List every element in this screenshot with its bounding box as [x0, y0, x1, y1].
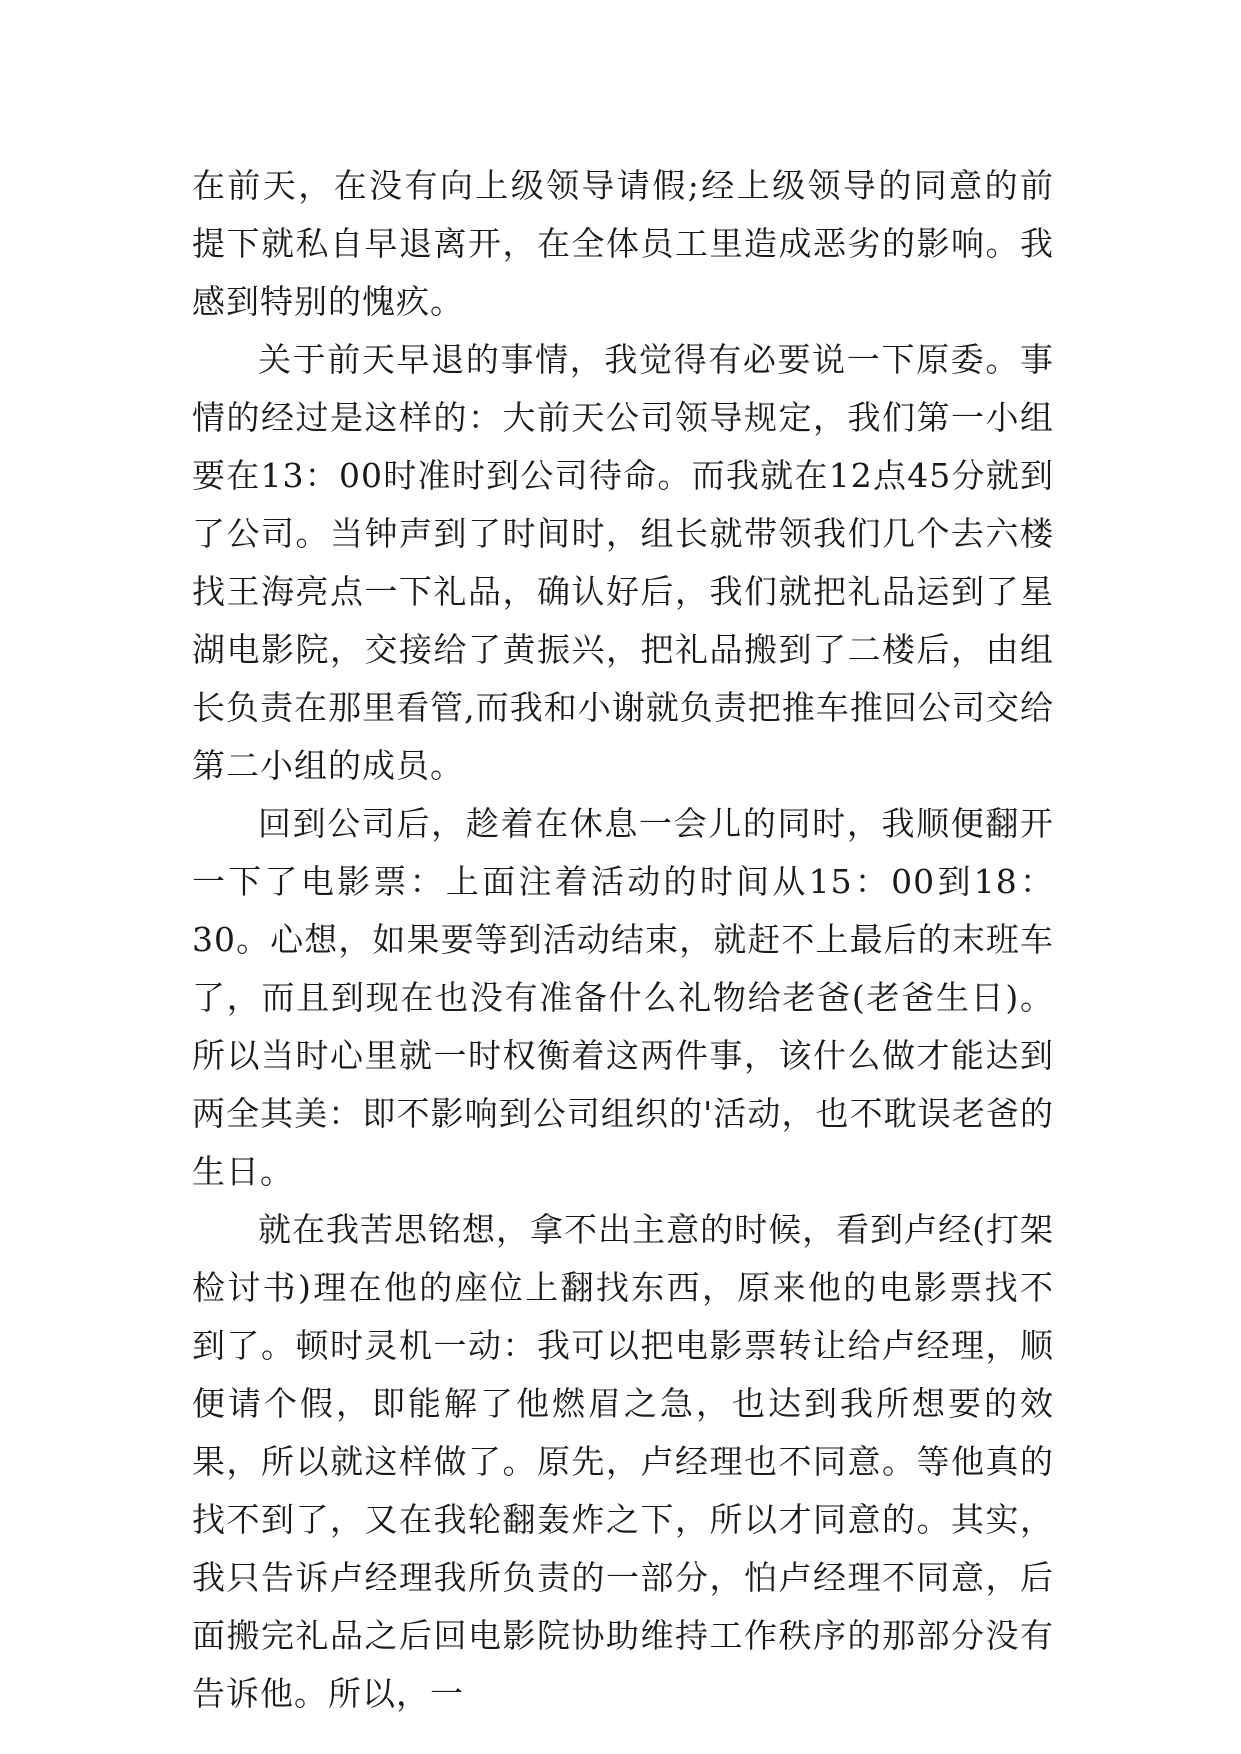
paragraph-4: 就在我苦思铭想，拿不出主意的时候，看到卢经(打架检讨书)理在他的座位上翻找东西，原来他的电影票找不到了。顿时灵机一动：我可以把电影票转让给卢经理，顺便请个假，即能解了他燃眉之急，也达到我所想要的效果，所以就这样做了。原先，卢经理也不同意。等他真的找不到了，又在我轮翻轰炸之下，所以才同意的。其实，我只告诉卢经理我所负责的一部分，怕卢经理不同意，后面搬完礼品之后回电影院协助维持工作秩序的那部分没有告诉他。所以，一 — [192, 1210, 1054, 1713]
paragraph-1: 在前天，在没有向上级领导请假;经上级领导的同意的前提下就私自早退离开，在全体员工里造成恶劣的影响。我感到特别的愧疚。 — [192, 166, 1054, 321]
paragraph-2: 关于前天早退的事情，我觉得有必要说一下原委。事情的经过是这样的：大前天公司领导规定，我们第一小组要在13：00时准时到公司待命。而我就在12点45分就到了公司。当钟声到了时间时，组长就带领我们几个去六楼找王海亮点一下礼品，确认好后，我们就把礼品运到了星湖电影院，交接给了黄振兴，把礼品搬到了二楼后，由组长负责在那里看管,而我和小谢就负责把推车推回公司交给第二小组的成员。 — [192, 340, 1054, 785]
document-body — [192, 157, 1054, 1723]
paragraph-3: 回到公司后，趁着在休息一会儿的同时，我顺便翻开一下了电影票：上面注着活动的时间从15：00到18：30。心想，如果要等到活动结束，就赶不上最后的末班车了，而且到现在也没有准备什么礼物给老爸(老爸生日)。所以当时心里就一时权衡着这两件事，该什么做才能达到两全其美：即不影响到公司组织的'活动，也不耽误老爸的生日。 — [192, 804, 1054, 1191]
